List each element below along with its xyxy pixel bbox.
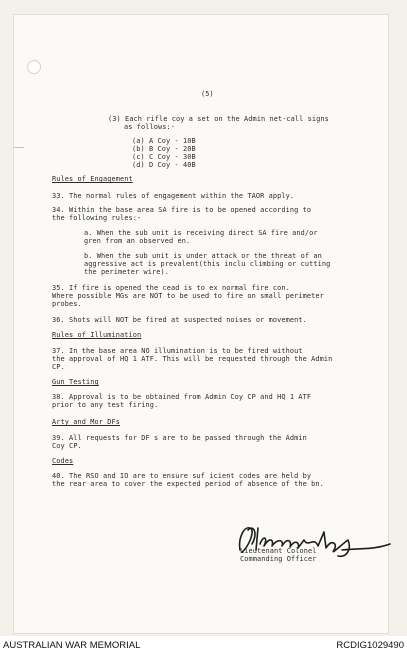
signatory-role: Commanding Officer bbox=[240, 555, 317, 563]
call-sign-c: (c) C Coy - 30B bbox=[132, 153, 196, 161]
para-34-line-2: the following rules:- bbox=[52, 214, 142, 222]
heading-rules-of-engagement: Rules of Engagement bbox=[52, 175, 133, 183]
para-34b-line-3: the perimeter wire). bbox=[84, 268, 169, 276]
para-34a-line-2: gren from an observed en. bbox=[84, 237, 191, 245]
para-35-line-1: 35. If fire is opened the cead is to ex normal fire con. bbox=[52, 284, 290, 292]
para-40-line-2: the rear area to cover the expected period of absence of the bn. bbox=[52, 480, 324, 488]
call-sign-a: (a) A Coy - 10B bbox=[132, 137, 196, 145]
para-37-line-2: the approval of HQ 1 ATF. This will be requested through the Admin bbox=[52, 355, 333, 363]
para-39-line-1: 39. All requests for DF s are to be passed through the Admin bbox=[52, 434, 307, 442]
heading-arty-and-mor-dfs: Arty and Mor DFs bbox=[52, 418, 120, 426]
para-34a-line-1: a. When the sub unit is receiving direct SA fire and/or bbox=[84, 229, 318, 237]
para-38-line-1: 38. Approval is to be obtained from Admin Coy CP and HQ 1 ATF bbox=[52, 393, 312, 401]
para-39-line-2: Coy CP. bbox=[52, 442, 82, 450]
call-sign-b: (b) B Coy - 20B bbox=[132, 145, 196, 153]
footer-source: AUSTRALIAN WAR MEMORIAL bbox=[3, 640, 141, 651]
heading-codes: Codes bbox=[52, 457, 74, 465]
heading-rules-of-illumination: Rules of Illumination bbox=[52, 331, 142, 339]
para-34b-line-1: b. When the sub unit is under attack or the threat of an bbox=[84, 252, 322, 260]
para-40-line-1: 40. The RSO and IO are to ensure suf icient codes are held by bbox=[52, 472, 312, 480]
page-number: (5) bbox=[201, 90, 214, 98]
item-3-line-2: as follows:- bbox=[124, 123, 175, 131]
footer-record-id: RCDIG1029490 bbox=[336, 640, 404, 651]
para-36: 36. Shots will NOT be fired at suspected noises or movement. bbox=[52, 316, 307, 324]
para-33: 33. The normal rules of engagement within the TAOR apply. bbox=[52, 192, 295, 200]
fold-mark bbox=[14, 147, 24, 153]
para-37-line-3: CP. bbox=[52, 363, 65, 371]
item-3-line-1: (3) Each rifle coy a set on the Admin net-call signs bbox=[108, 115, 329, 123]
heading-gun-testing: Gun Testing bbox=[52, 378, 99, 386]
para-35-line-2: Where possible MGs are NOT to be used to fire on small perimeter bbox=[52, 292, 324, 300]
footer-bar bbox=[0, 636, 407, 654]
punch-hole bbox=[27, 60, 41, 74]
para-38-line-2: prior to any test firing. bbox=[52, 401, 159, 409]
signatory-rank: Lieutenant Colonel bbox=[240, 547, 317, 555]
call-sign-d: (d) D Coy - 40B bbox=[132, 161, 196, 169]
para-34-line-1: 34. Within the base area SA fire is to be opened according to bbox=[52, 206, 312, 214]
para-34b-line-2: aggressive act is prevalent(this inclu climbing or cutting bbox=[84, 260, 331, 268]
para-35-line-3: probes. bbox=[52, 300, 82, 308]
para-37-line-1: 37. In the base area NO illumination is to be fired without bbox=[52, 347, 303, 355]
